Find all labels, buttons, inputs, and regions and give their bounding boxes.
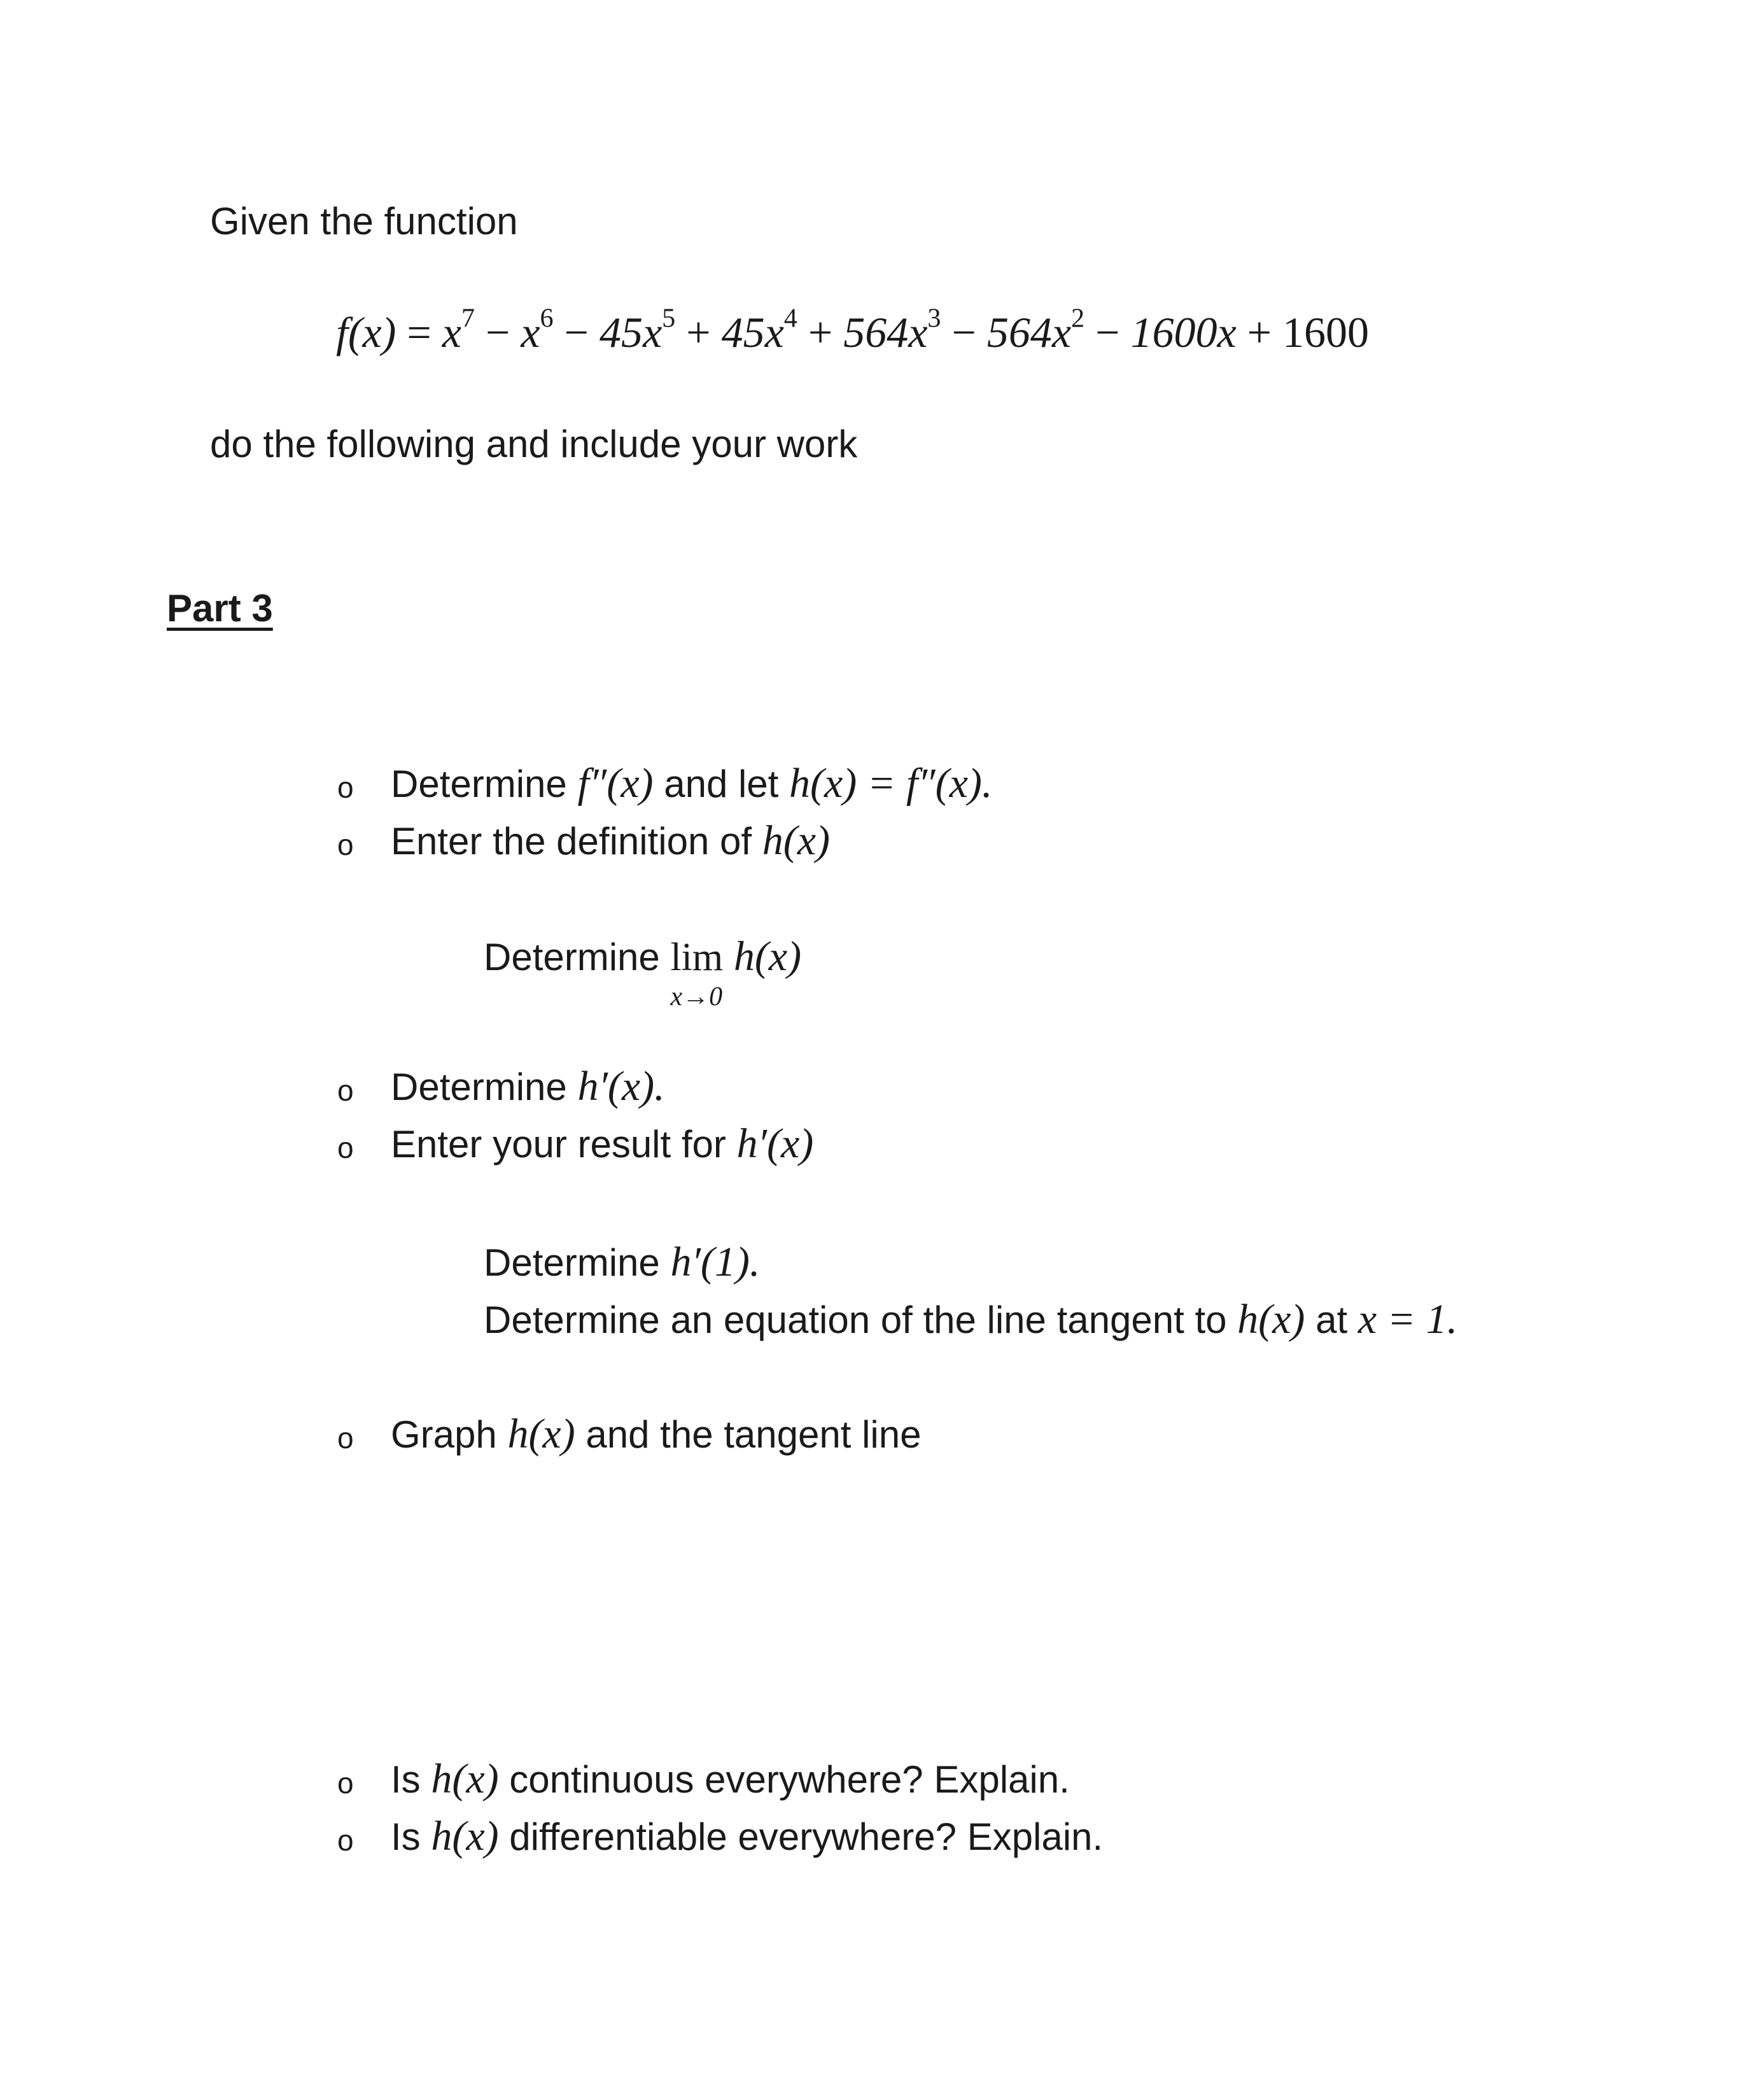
- item-text: Is: [391, 1758, 421, 1801]
- item-determine-second-derivative: [391, 760, 993, 807]
- term-4: 45x: [721, 308, 784, 356]
- equals-sign: =: [407, 308, 431, 356]
- item-enter-h: [391, 817, 830, 864]
- bullet-marker: o: [337, 828, 354, 861]
- math-expression: h′(x): [736, 1120, 814, 1167]
- power-4: 4: [783, 303, 797, 334]
- item-text: Graph: [391, 1413, 497, 1456]
- part-heading: Part 3: [167, 587, 273, 630]
- term-7: 1600x: [1130, 308, 1237, 356]
- item-text: Determine: [391, 763, 567, 805]
- bullet-marker: o: [337, 771, 354, 804]
- term-3: 45x: [599, 308, 663, 356]
- math-expression: x = 1.: [1358, 1296, 1458, 1342]
- item-text: and let: [664, 763, 779, 805]
- item-continuous: [391, 1758, 1070, 1800]
- operator-7: +: [1247, 308, 1272, 356]
- math-expression: h(x): [507, 1411, 575, 1457]
- power-1: 7: [461, 303, 475, 334]
- item-text: and the tangent line: [586, 1413, 922, 1456]
- bullet-marker: o: [337, 1131, 354, 1164]
- math-expression: h(x): [431, 1756, 499, 1802]
- math-expression: h(x) = f″(x).: [789, 760, 993, 807]
- operator-6: −: [1095, 308, 1120, 356]
- item-text: Enter the definition of: [391, 820, 752, 863]
- operator-4: +: [808, 308, 833, 356]
- limit-subscript: x→0: [670, 982, 723, 1011]
- power-2: 6: [540, 303, 554, 334]
- item-differentiable: [391, 1815, 1103, 1857]
- operator-2: −: [564, 308, 589, 356]
- math-expression: f″(x): [577, 760, 654, 807]
- limit-word: lim: [670, 936, 724, 979]
- item-limit: [484, 933, 802, 1011]
- item-graph: [391, 1413, 921, 1455]
- bullet-marker: o: [337, 1421, 354, 1455]
- item-text: Determine: [484, 1241, 660, 1284]
- math-expression: h(x): [733, 933, 802, 980]
- math-expression: h′(1).: [670, 1239, 761, 1285]
- item-text: Determine an equation of the line tangent to: [484, 1299, 1227, 1341]
- power-5: 3: [927, 303, 941, 334]
- limit-operator: [670, 936, 724, 1011]
- term-6: 564x: [986, 308, 1072, 356]
- item-text: Determine: [391, 1066, 567, 1108]
- item-determine-h-prime: [391, 1063, 665, 1110]
- instruction-text: do the following and include your work: [210, 423, 858, 465]
- operator-1: −: [486, 308, 510, 356]
- intro-text: Given the function: [210, 200, 518, 243]
- item-text: Is: [391, 1815, 421, 1858]
- bullet-marker: o: [337, 1824, 354, 1857]
- math-expression: h(x): [431, 1813, 499, 1859]
- bullet-marker: o: [337, 1074, 354, 1107]
- operator-3: +: [686, 308, 711, 356]
- function-lhs: f(x): [336, 308, 396, 356]
- bullet-marker: o: [337, 1766, 354, 1800]
- item-tangent-line: [484, 1296, 1458, 1342]
- math-expression: h(x): [1237, 1296, 1305, 1342]
- math-expression: h′(x).: [577, 1063, 665, 1110]
- item-text: Enter your result for: [391, 1123, 726, 1166]
- item-text: continuous everywhere? Explain.: [509, 1758, 1070, 1801]
- term-8: 1600: [1282, 308, 1370, 356]
- term-1: x: [442, 308, 461, 356]
- operator-5: −: [951, 308, 976, 356]
- power-3: 5: [662, 303, 676, 334]
- item-text: Determine: [484, 936, 660, 978]
- item-h-prime-at-1: [484, 1241, 760, 1283]
- item-text: differentiable everywhere? Explain.: [509, 1815, 1104, 1858]
- function-formula: [336, 303, 1370, 356]
- power-6: 2: [1071, 303, 1085, 334]
- term-2: x: [521, 308, 540, 356]
- item-enter-h-prime: [391, 1120, 814, 1167]
- math-expression: h(x): [762, 817, 830, 864]
- item-text: at: [1315, 1299, 1348, 1341]
- term-5: 564x: [843, 308, 928, 356]
